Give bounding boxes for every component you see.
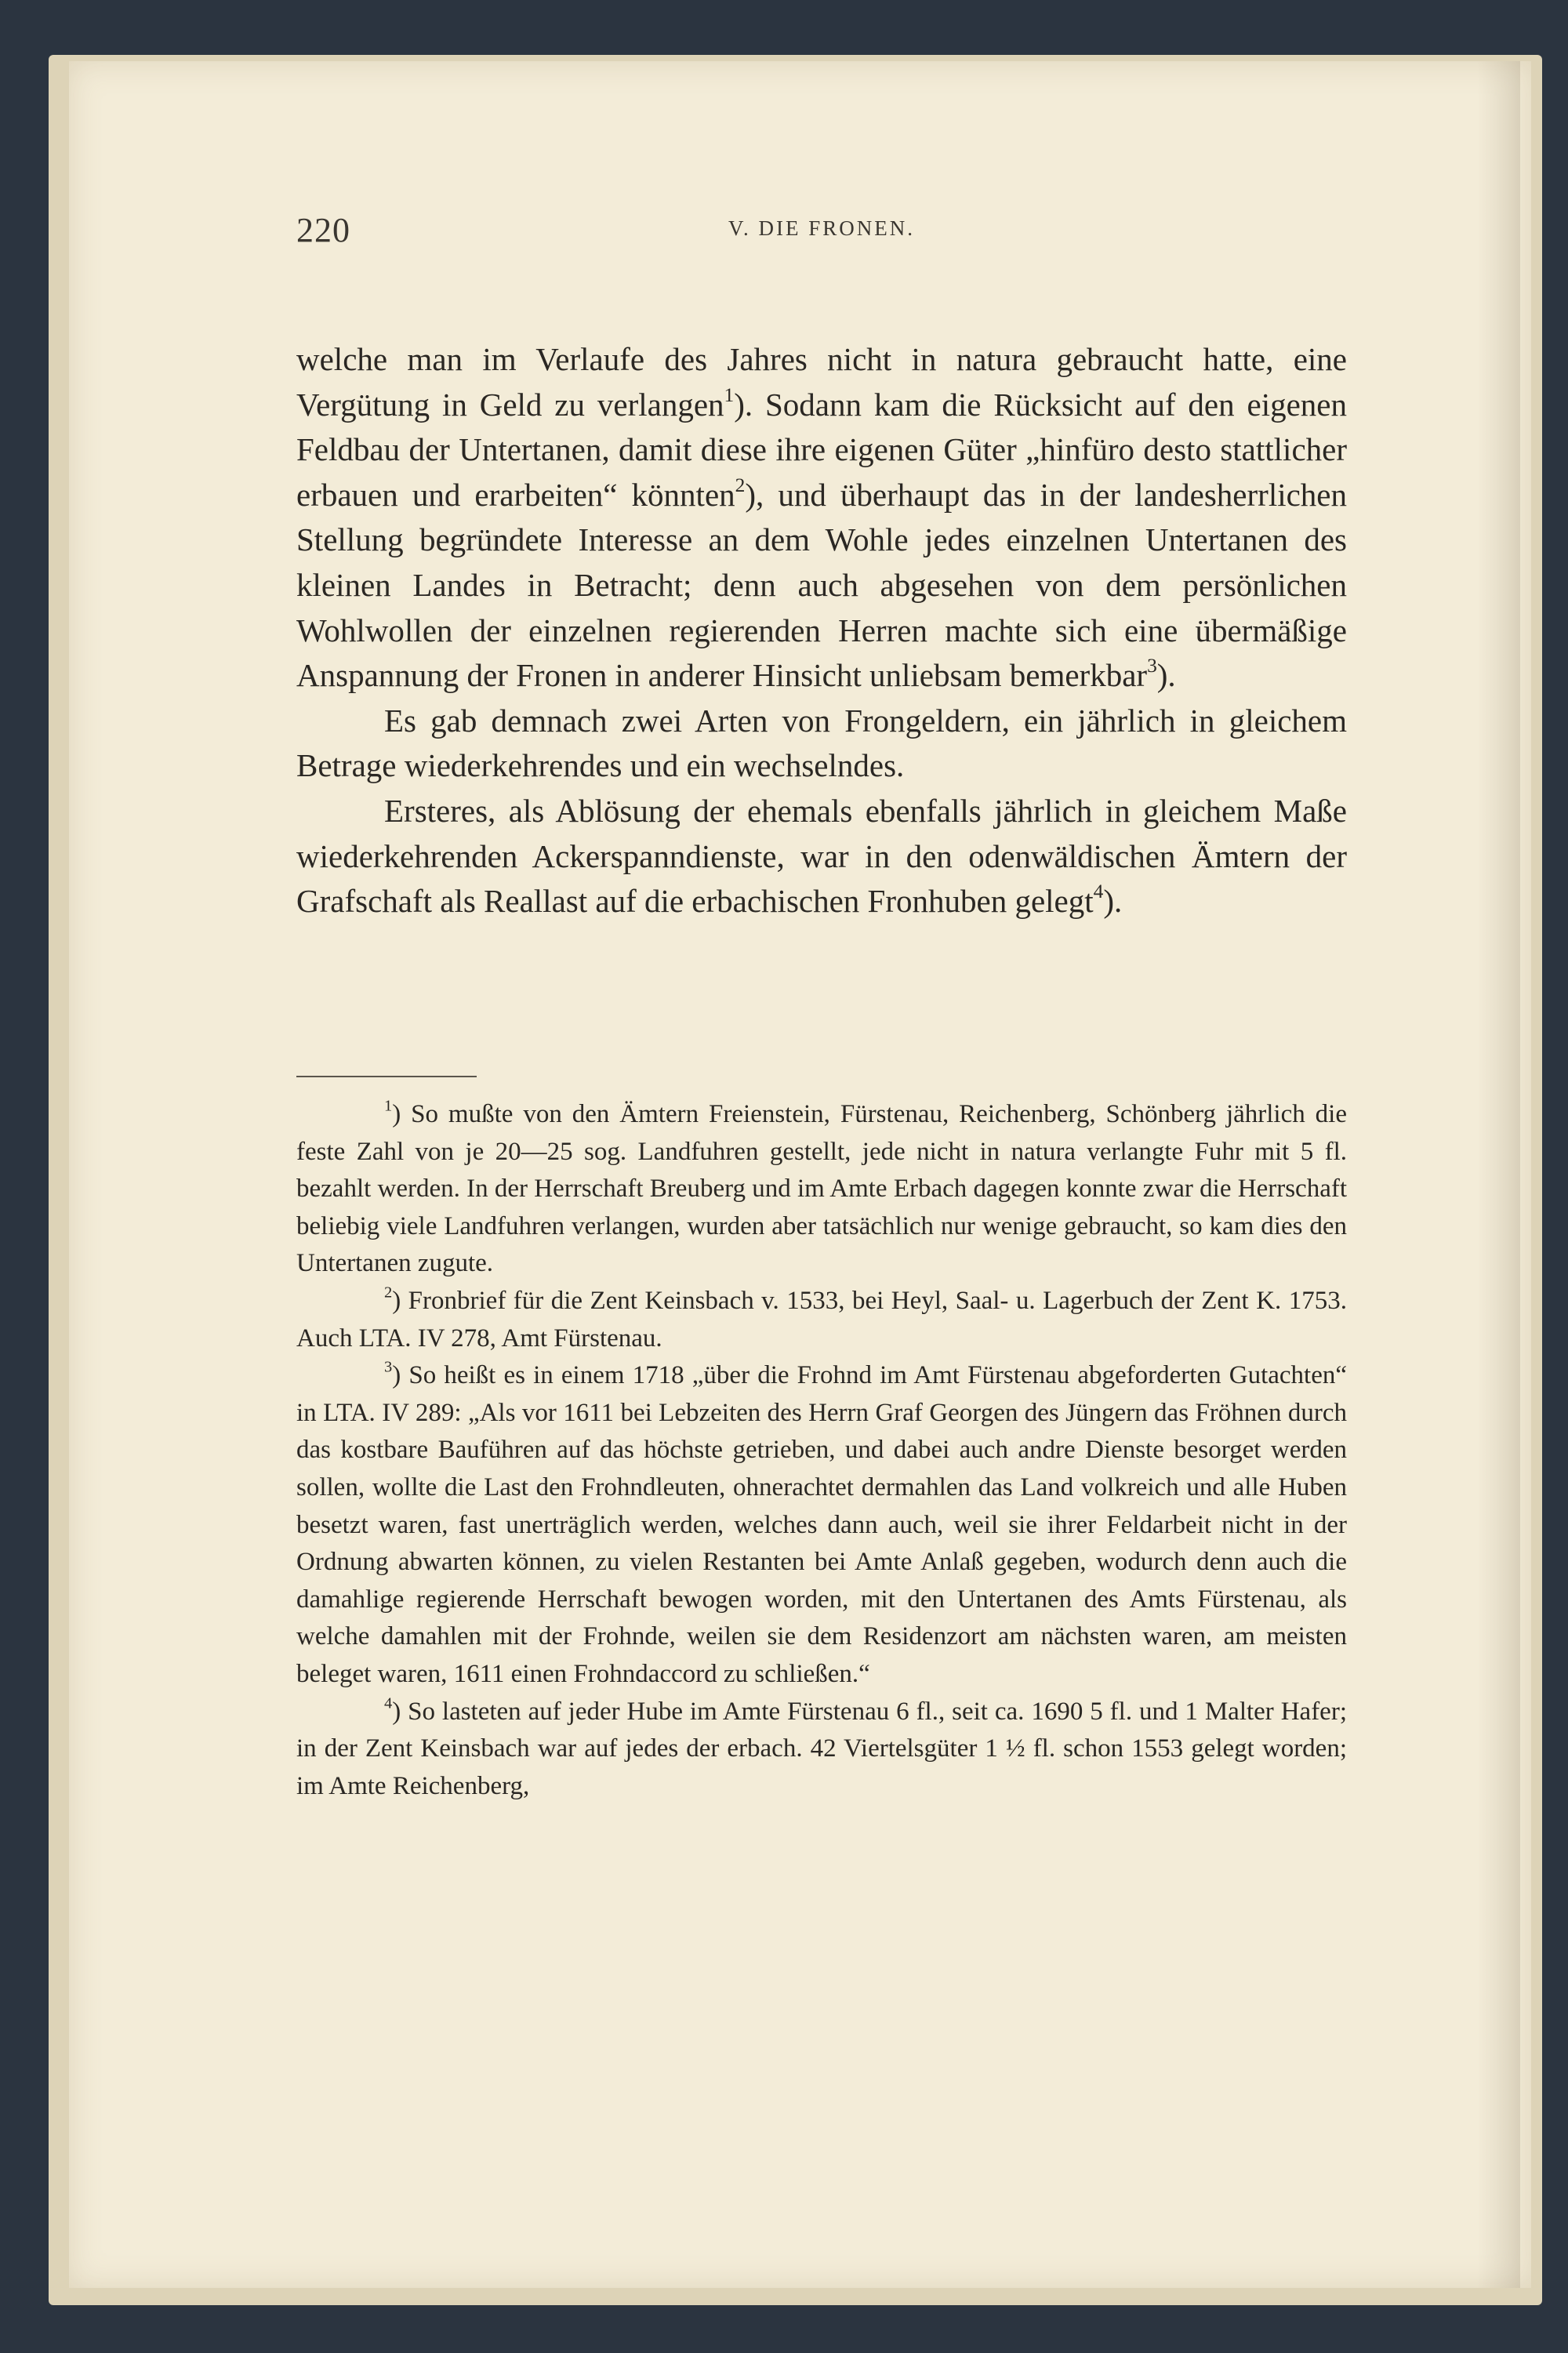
main-text xyxy=(296,337,1347,924)
footnotes xyxy=(296,1096,1347,1805)
paragraph-3-part-b: ). xyxy=(1103,883,1123,920)
page-gutter-shadow xyxy=(1477,61,1520,2288)
footnote-ref-3: 3 xyxy=(1147,655,1157,677)
paragraph-3-part-a: Ersteres, als Ablösung der ehemals ebenfalls jährlich in gleichem Maße wiederkehrenden Ackerspanndienste, war in den odenwäldischen Ämtern der Grafschaft als Reallast auf die erbachischen Fronhuben gelegt xyxy=(296,792,1347,920)
paragraph-1-part-b: ). Sodann kam die Rücksicht auf den eigenen Feldbau der Untertanen, damit diese ihre eigenen Güter „hinfüro desto stattlicher erbauen und erarbeiten“ könnten xyxy=(296,386,1347,513)
paragraph-2: Es gab demnach zwei Arten von Frongeldern, ein jährlich in gleichem Betrage wiederkehrendes und ein wechselndes. xyxy=(296,702,1347,784)
page-header xyxy=(296,210,1347,257)
footnote-3 xyxy=(296,1357,1347,1693)
page-number: 220 xyxy=(296,211,350,249)
running-head: V. DIE FRONEN. xyxy=(728,216,915,240)
footnote-2 xyxy=(296,1283,1347,1357)
footnote-ref-4: 4 xyxy=(1093,881,1104,903)
paragraph-1-part-c: ), und überhaupt das in der landesherrlichen Stellung begründete Interesse an dem Wohle jedes einzelnen Untertanen des kleinen Landes in Betracht; denn auch abgesehen von dem persönlichen Wohlwollen der einzelnen regierenden Herren machte sich eine übermäßige Anspannung der Fronen in anderer Hinsicht unliebsam bemerkbar xyxy=(296,476,1347,694)
paragraph-1-part-a: welche man im Verlaufe des Jahres nicht in natura gebraucht hatte, eine Vergütung in Geld zu verlangen xyxy=(296,341,1347,423)
footnote-mark-4: 4 xyxy=(384,1694,393,1712)
footnote-ref-1: 1 xyxy=(724,383,735,406)
footnote-2-text: ) Fronbrief für die Zent Keinsbach v. 1533, bei Heyl, Saal- u. Lagerbuch der Zent K. 1753. Auch LTA. IV 278, Amt Fürstenau. xyxy=(296,1286,1347,1353)
footnote-4-text: ) So lasteten auf jeder Hube im Amte Fürstenau 6 fl., seit ca. 1690 5 fl. und 1 Malter Hafer; in der Zent Keinsbach war auf jedes der erbach. 42 Viertelsgüter 1 ½ fl. schon 1553 gelegt worden; im Amte Reichenberg, xyxy=(296,1697,1347,1800)
footnote-4 xyxy=(296,1694,1347,1806)
paragraph-1-part-d: ). xyxy=(1156,657,1176,694)
footnote-1-text: ) So mußte von den Ämtern Freienstein, Fürstenau, Reichenberg, Schönberg jährlich die feste Zahl von je 20—25 sog. Landfuhren gestellt, jede nicht in natura verlangte Fuhr mit 5 fl. bezahlt werden. In der Herrschaft Breuberg und im Amte Erbach dagegen konnte zwar die Herrschaft beliebig viele Landfuhren verlangen, wurden aber tatsächlich nur wenige gebraucht, so kam dies den Untertanen zugute. xyxy=(296,1100,1347,1278)
footnote-rule xyxy=(296,1076,477,1077)
paragraph-1 xyxy=(296,337,1347,699)
footnote-ref-2: 2 xyxy=(735,474,746,496)
footnote-mark-3: 3 xyxy=(384,1358,393,1376)
footnote-1 xyxy=(296,1096,1347,1283)
footnote-mark-1: 1 xyxy=(384,1097,393,1115)
footnote-3-text: ) So heißt es in einem 1718 „über die Frohnd im Amt Fürstenau abgeforderten Gutachten“ in LTA. IV 289: „Als vor 1611 bei Lebzeiten des Herrn Graf Georgen des Jüngern das Fröhnen durch das kostbare Bauführen auf das höchste getrieben, und dabei auch andre Dienste besorget werden sollen, wollte die Last den Frohndleuten, ohnerachtet dermahlen das Land volkreich und alle Huben besetzt waren, fast unerträglich werden, welches dann auch, weil sie ihrer Feldarbeit nicht in der Ordnung abwarten können, zu vielen Restanten bei Amte Anlaß gegeben, wodurch denn auch die damahlige regierende Herrschaft bewogen worden, mit den Untertanen des Amts Fürstenau, als welche damahlen mit der Frohnde, weilen sie dem Residenzort am nächsten waren, am meisten beleget waren, 1611 einen Frohndaccord zu schließen.“ xyxy=(296,1361,1347,1688)
paragraph-3 xyxy=(296,789,1347,924)
footnote-mark-2: 2 xyxy=(384,1284,393,1302)
